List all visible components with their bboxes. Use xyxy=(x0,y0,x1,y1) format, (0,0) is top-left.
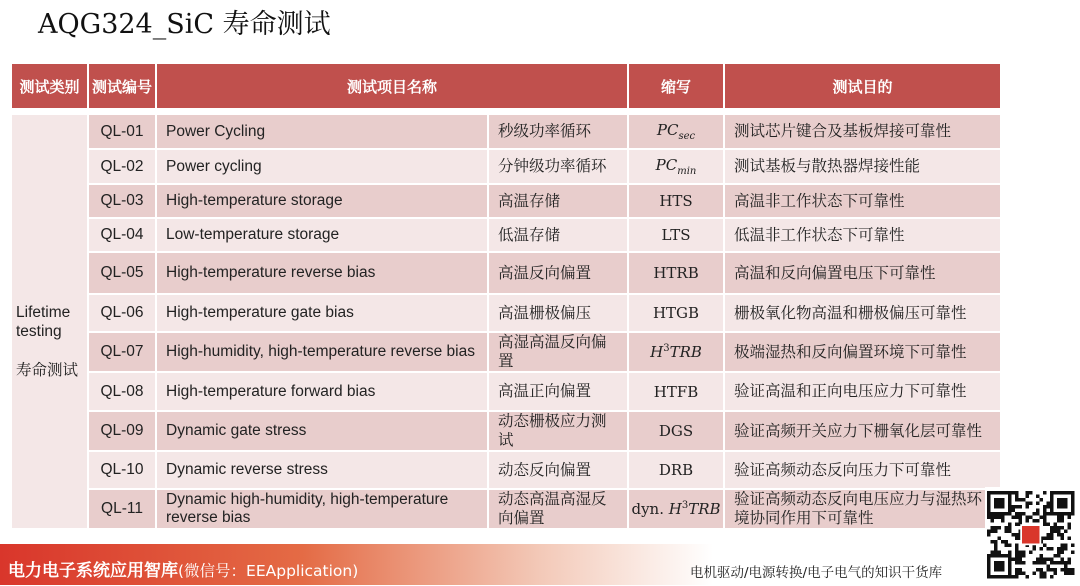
test-abbr xyxy=(628,252,724,294)
brand-name: 电力电子系统应用智库 xyxy=(8,561,178,581)
abbr-main: H xyxy=(668,500,682,518)
test-code: QL-03 xyxy=(88,184,156,218)
test-purpose: 栅极氧化物高温和栅极偏压可靠性 xyxy=(724,294,1001,332)
test-name: High-temperature reverse bias xyxy=(156,252,488,294)
test-name-cn: 高湿高温反向偏置 xyxy=(488,332,628,372)
table-row xyxy=(12,332,1001,372)
test-name: Dynamic gate stress xyxy=(156,411,488,451)
category-en-2: testing xyxy=(16,323,62,340)
test-name-cn: 高温正向偏置 xyxy=(488,372,628,411)
table-row xyxy=(12,218,1001,252)
abbr-main: DGS xyxy=(658,422,694,440)
test-abbr xyxy=(628,411,724,451)
table-row xyxy=(12,489,1001,528)
page-title: AQG324_SiC 寿命测试 xyxy=(38,9,331,40)
test-name: High-temperature forward bias xyxy=(156,372,488,411)
header-name: 测试项目名称 xyxy=(156,64,628,108)
category-en-1: Lifetime xyxy=(16,304,71,321)
test-code: QL-07 xyxy=(88,332,156,372)
abbr-main: PC xyxy=(655,156,678,174)
test-name-cn: 动态高温高湿反向偏置 xyxy=(488,489,628,528)
test-abbr xyxy=(628,451,724,489)
table-row xyxy=(12,411,1001,451)
category-cn: 寿命测试 xyxy=(16,362,79,379)
test-purpose: 验证高频动态反向电压应力与湿热环境协同作用下可靠性 xyxy=(724,489,1001,528)
table-row xyxy=(12,184,1001,218)
test-name-cn: 低温存储 xyxy=(488,218,628,252)
abbr-rest: TRB xyxy=(688,500,721,518)
test-code: QL-11 xyxy=(88,489,156,528)
test-purpose: 极端湿热和反向偏置环境下可靠性 xyxy=(724,332,1001,372)
qr-code-graphic xyxy=(985,487,1075,582)
test-code: QL-04 xyxy=(88,218,156,252)
abbr-main: HTS xyxy=(659,192,693,210)
footer-brand xyxy=(8,556,358,581)
test-purpose: 测试基板与散热器焊接性能 xyxy=(724,149,1001,184)
table-row xyxy=(12,294,1001,332)
abbr-main: H xyxy=(650,343,664,361)
test-name: High-humidity, high-temperature reverse bias xyxy=(156,332,488,372)
qr-logo xyxy=(1022,526,1040,544)
header-purpose: 测试目的 xyxy=(724,64,1001,108)
test-name: Low-temperature storage xyxy=(156,218,488,252)
test-name-cn: 秒级功率循环 xyxy=(488,114,628,149)
table-row xyxy=(12,149,1001,184)
test-name-cn: 动态栅极应力测试 xyxy=(488,411,628,451)
abbr-sup: 3 xyxy=(663,343,670,354)
test-name: Power cycling xyxy=(156,149,488,184)
test-name: Power Cycling xyxy=(156,114,488,149)
qr-code-image xyxy=(985,487,1075,582)
test-purpose: 验证高频动态反向压力下可靠性 xyxy=(724,451,1001,489)
abbr-main: HTFB xyxy=(653,382,699,401)
test-code: QL-01 xyxy=(88,114,156,149)
abbr-main: HTRB xyxy=(653,264,699,282)
test-abbr xyxy=(628,294,724,332)
lifetime-test-table xyxy=(12,64,1002,528)
test-name-cn: 高温存储 xyxy=(488,184,628,218)
test-name-cn: 高温反向偏置 xyxy=(488,252,628,294)
test-purpose: 高温和反向偏置电压下可靠性 xyxy=(724,252,1001,294)
test-code: QL-09 xyxy=(88,411,156,451)
test-abbr xyxy=(628,218,724,252)
abbr-sub: min xyxy=(677,166,697,177)
test-abbr xyxy=(628,372,724,411)
test-purpose: 验证高温和正向电压应力下可靠性 xyxy=(724,372,1001,411)
test-abbr xyxy=(628,114,724,149)
brand-wechat: (微信号：EEApplication) xyxy=(178,562,359,580)
test-code: QL-02 xyxy=(88,149,156,184)
test-abbr xyxy=(628,149,724,184)
test-purpose: 低温非工作状态下可靠性 xyxy=(724,218,1001,252)
abbr-sub: sec xyxy=(678,131,696,142)
test-code: QL-10 xyxy=(88,451,156,489)
test-abbr xyxy=(628,332,724,372)
header-category: 测试类别 xyxy=(12,64,88,108)
abbr-main: HTGB xyxy=(652,304,700,322)
test-abbr xyxy=(628,489,724,528)
table-row xyxy=(12,372,1001,411)
test-code: QL-08 xyxy=(88,372,156,411)
abbr-main: DRB xyxy=(658,461,694,479)
abbr-rest: TRB xyxy=(669,343,702,361)
test-name: High-temperature storage xyxy=(156,184,488,218)
test-name: High-temperature gate bias xyxy=(156,294,488,332)
test-abbr xyxy=(628,184,724,218)
test-code: QL-06 xyxy=(88,294,156,332)
table-row xyxy=(12,252,1001,294)
table-row xyxy=(12,114,1001,149)
abbr-prefix: dyn. xyxy=(631,500,664,518)
abbr-sup: 3 xyxy=(681,500,689,511)
test-purpose: 测试芯片键合及基板焊接可靠性 xyxy=(724,114,1001,149)
table-header-row xyxy=(12,64,1001,108)
test-name: Dynamic high-humidity, high-temperature reverse bias xyxy=(156,489,488,528)
test-code: QL-05 xyxy=(88,252,156,294)
test-purpose: 高温非工作状态下可靠性 xyxy=(724,184,1001,218)
abbr-main: PC xyxy=(656,121,679,139)
test-name-cn: 高温栅极偏压 xyxy=(488,294,628,332)
header-abbr: 缩写 xyxy=(628,64,724,108)
table-row xyxy=(12,451,1001,489)
abbr-main: LTS xyxy=(661,226,691,244)
test-name-cn: 动态反向偏置 xyxy=(488,451,628,489)
test-name-cn: 分钟级功率循环 xyxy=(488,149,628,184)
test-name: Dynamic reverse stress xyxy=(156,451,488,489)
category-cell xyxy=(12,114,88,528)
footer-slogan: 电机驱动/电源转换/电子电气的知识干货库 xyxy=(690,565,943,581)
test-purpose: 验证高频开关应力下栅氧化层可靠性 xyxy=(724,411,1001,451)
header-code: 测试编号 xyxy=(88,64,156,108)
